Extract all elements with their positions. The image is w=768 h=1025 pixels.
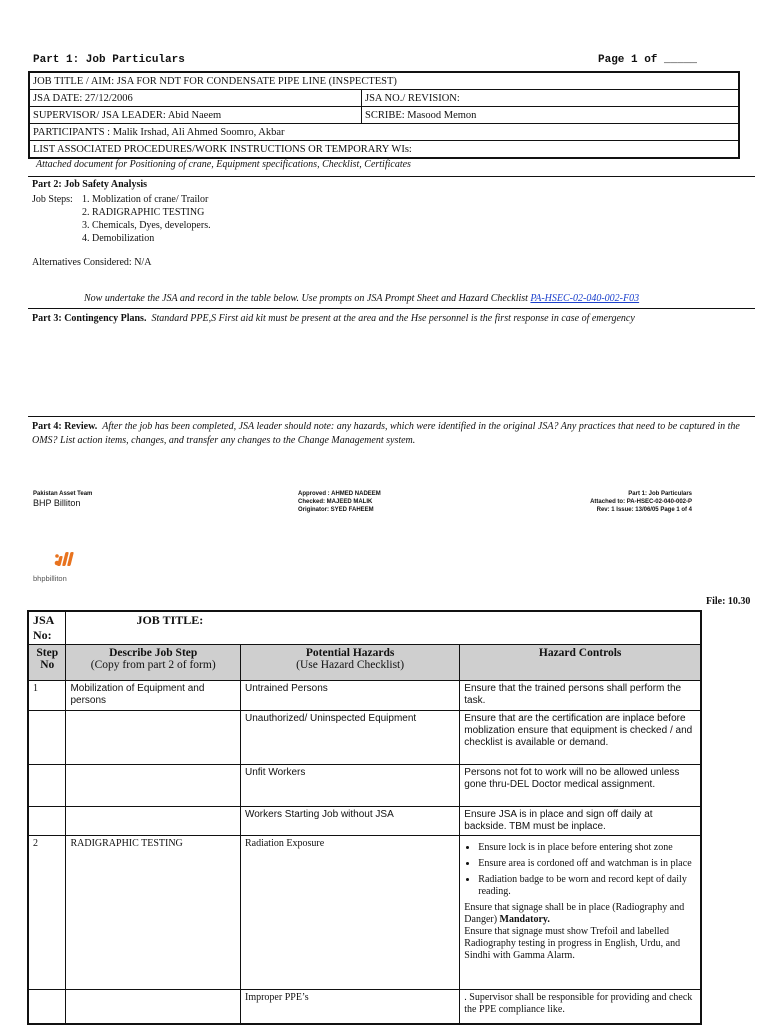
hazard-control: Ensure that are the certification are inplace before moblization ensure that equipment is checked / and checklist is available or demand. <box>460 711 701 765</box>
logo-text: bhpbilliton <box>33 574 67 583</box>
job-particulars-table <box>28 71 740 159</box>
approved-by: Approved : AHMED NADEEM <box>298 491 381 497</box>
part1-title: Part 1: Job Particulars <box>33 54 185 66</box>
footer-company: BHP Billiton <box>33 498 81 508</box>
hazard: Radiation Exposure <box>240 836 459 990</box>
page-label: Page 1 of _____ <box>598 54 698 66</box>
footer-approvals <box>298 490 381 514</box>
hazard-control <box>460 836 701 990</box>
step-no <box>28 990 66 1024</box>
hazard-control: Persons not fot to work will no be allowed unless gone thru-DEL Doctor medical assignment. <box>460 765 701 807</box>
checked-by: Checked: MAJEED MALIK <box>298 499 373 505</box>
part4-text: After the job has been completed, JSA leader should note: any hazards, which were identified in the original JSA? Any practices that need to be captured in the OMS? List action items, changes, and transfer any changes to the Change Management system. <box>32 421 740 446</box>
control-bullets <box>464 842 696 898</box>
col-hazards-title: Potential Hazards <box>305 647 395 659</box>
file-label: File: 10.30 <box>706 596 751 607</box>
part3-line <box>32 313 635 324</box>
col-step-header: Step No <box>28 645 66 681</box>
table-row <box>28 836 701 990</box>
signage-control <box>464 902 696 926</box>
hazard: Workers Starting Job without JSA <box>240 807 459 836</box>
logo-mark-icon <box>33 550 83 570</box>
col-hazards-header <box>240 645 459 681</box>
jsa-date-cell: JSA DATE: 27/12/2006 <box>29 90 362 107</box>
footer-reference <box>590 490 692 514</box>
hazard: Unauthorized/ Uninspected Equipment <box>240 711 459 765</box>
footer-part-ref: Part 1: Job Particulars <box>628 491 692 497</box>
part4-block <box>32 420 748 448</box>
table-row <box>28 765 701 807</box>
job-step: 3. Chemicals, Dyes, developers. <box>82 220 211 231</box>
footer-team: Pakistan Asset Team <box>33 491 93 497</box>
step-no <box>28 711 66 765</box>
divider <box>28 308 755 309</box>
part3-text: Standard PPE,S First aid kit must be present at the area and the Hse personnel is the first response in case of emergency <box>151 313 635 324</box>
supervisor-cell: SUPERVISOR/ JSA LEADER: Abid Naeem <box>29 107 362 124</box>
job-step-desc <box>66 990 241 1024</box>
part3-label: Part 3: Contingency Plans. <box>32 313 147 324</box>
col-describe-sub: (Copy from part 2 of form) <box>90 659 216 671</box>
hazard-control: Ensure that the trained persons shall perform the task. <box>460 681 701 711</box>
part2-title: Part 2: Job Safety Analysis <box>32 179 147 190</box>
job-steps-list <box>82 193 211 245</box>
hazard-checklist-link[interactable]: PA-HSEC-02-040-002-F03 <box>530 293 640 304</box>
divider <box>28 176 755 177</box>
step-no <box>28 807 66 836</box>
control-bullet: • Radiation badge to be worn and record kept of daily reading. <box>478 874 696 898</box>
footer-rev: Rev: 1 Issue: 13/06/05 Page 1 of 4 <box>596 507 692 513</box>
col-controls-header: Hazard Controls <box>460 645 701 681</box>
jsa-no-cell: JSA NO./ REVISION: <box>362 90 740 107</box>
job-step: 1. Moblization of crane/ Trailor <box>82 194 209 205</box>
job-step-desc <box>66 807 241 836</box>
alternatives: Alternatives Considered: N/A <box>32 257 152 268</box>
col-hazards-sub: (Use Hazard Checklist) <box>296 659 405 671</box>
hazard-control: Ensure JSA is in place and sign off daily at backside. TBM must be inplace. <box>460 807 701 836</box>
procedures-cell: LIST ASSOCIATED PROCEDURES/WORK INSTRUCTIONS OR TEMPORARY WIs: <box>29 141 739 159</box>
divider <box>28 416 755 417</box>
job-steps-label: Job Steps: <box>32 194 73 205</box>
hazard: Improper PPE’s <box>240 990 459 1024</box>
job-step-desc <box>66 711 241 765</box>
col-describe-title: Describe Job Step <box>109 647 198 659</box>
bhp-billiton-logo <box>33 550 83 583</box>
jsa-no-label: JSA No: <box>28 611 66 645</box>
attached-note: Attached document for Positioning of crane, Equipment specifications, Checklist, Certificates <box>36 159 411 170</box>
step-no <box>28 765 66 807</box>
signage-text: Ensure that signage shall be in place (Radiography and Danger) <box>464 902 685 925</box>
trefoil-control: Ensure that signage must show Trefoil and labelled Radiography testing in progress in English, Urdu, and Sindhi with Gamma Alarm. <box>464 926 681 961</box>
control-bullet: • Ensure lock is in place before entering shot zone <box>478 842 696 854</box>
job-step-desc: RADIGRAPHIC TESTING <box>66 836 241 990</box>
table-row <box>28 681 701 711</box>
participants-cell: PARTICIPANTS : Malik Irshad, Ali Ahmed Soomro, Akbar <box>29 124 739 141</box>
col-describe-header <box>66 645 241 681</box>
scribe-cell: SCRIBE: Masood Memon <box>362 107 740 124</box>
job-step: 4. Demobilization <box>82 233 155 244</box>
footer-attached-to: Attached to: PA-HSEC-02-040-002-P <box>590 499 692 505</box>
step-no: 2 <box>28 836 66 990</box>
control-bullet: • Ensure area is cordoned off and watchman is in place <box>478 858 696 870</box>
hazard-control: . Supervisor shall be responsible for providing and check the PPE compliance like. <box>460 990 701 1024</box>
job-title-cell: JOB TITLE / AIM: JSA FOR NDT FOR CONDENSATE PIPE LINE (INSPECTEST) <box>29 72 739 90</box>
mandatory-label: Mandatory. <box>499 914 550 925</box>
originator: Originator: SYED FAHEEM <box>298 507 374 513</box>
part4-label: Part 4: Review. <box>32 421 98 432</box>
instruction-line <box>84 293 639 304</box>
job-step: 2. RADIGRAPHIC TESTING <box>82 207 205 218</box>
step-no: 1 <box>28 681 66 711</box>
hazard: Untrained Persons <box>240 681 459 711</box>
table-row <box>28 990 701 1024</box>
table-row <box>28 807 701 836</box>
instruction-text: Now undertake the JSA and record in the table below. Use prompts on JSA Prompt Sheet and Hazard Checklist <box>84 293 528 304</box>
hazard: Unfit Workers <box>240 765 459 807</box>
job-step-desc <box>66 765 241 807</box>
job-step-desc: Mobilization of Equipment and persons <box>66 681 241 711</box>
jsa-hazard-table <box>27 610 702 1025</box>
jsa-job-title-label: JOB TITLE: <box>66 611 701 645</box>
table-row <box>28 711 701 765</box>
